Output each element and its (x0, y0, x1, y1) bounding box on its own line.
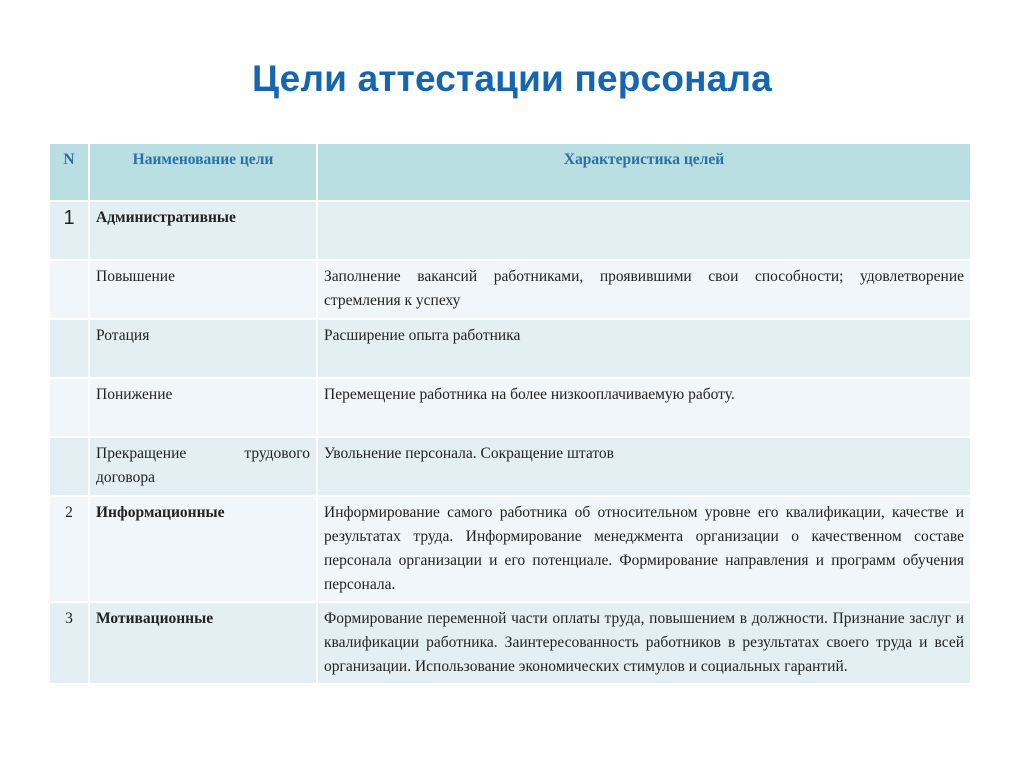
goal-group-name: Административные (90, 202, 316, 259)
row-number (50, 379, 88, 436)
row-number: 3 (50, 603, 88, 683)
goal-characteristic: Расширение опыта работника (318, 320, 970, 377)
goal-name: Понижение (90, 379, 316, 436)
table-row-demotion (50, 379, 970, 436)
header-goal-characteristic: Характеристика целей (318, 144, 970, 200)
goal-characteristic: Информирование самого работника об относительном уровне его квалификации, качестве и результатах труда. Информирование менеджмента организации о качественном составе персонала организации и его потенциале. Формирование направления и программ обучения персонала. (318, 497, 970, 601)
goal-group-name: Мотивационные (90, 603, 316, 683)
table-row-informational (50, 497, 970, 601)
goal-group-name: Информационные (90, 497, 316, 601)
goal-characteristic: Формирование переменной части оплаты труда, повышением в должности. Признание заслуг и квалификации работника. Заинтересованность работников в результатах своего труда и всей организации. Использование экономических стимулов и социальных гарантий. (318, 603, 970, 683)
row-number (50, 261, 88, 318)
header-number: N (50, 144, 88, 200)
table-row-termination (50, 438, 970, 495)
table-row-promotion (50, 261, 970, 318)
goal-characteristic: Увольнение персонала. Сокращение штатов (318, 438, 970, 495)
table-row-rotation (50, 320, 970, 377)
row-number: 1 (50, 202, 88, 259)
row-number: 2 (50, 497, 88, 601)
goal-characteristic (318, 202, 970, 259)
goals-table (48, 142, 972, 685)
row-number (50, 320, 88, 377)
goal-name: Ротация (90, 320, 316, 377)
table-row-administrative (50, 202, 970, 259)
header-goal-name: Наименование цели (90, 144, 316, 200)
goal-characteristic: Перемещение работника на более низкооплачиваемую работу. (318, 379, 970, 436)
goal-name: Повышение (90, 261, 316, 318)
row-number (50, 438, 88, 495)
goal-name: Прекращение трудового договора (90, 438, 316, 495)
goal-characteristic: Заполнение вакансий работниками, проявившими свои способности; удовлетворение стремления к успеху (318, 261, 970, 318)
table-header-row (50, 144, 970, 200)
table-row-motivational (50, 603, 970, 683)
slide-title: Цели аттестации персонала (251, 58, 772, 99)
